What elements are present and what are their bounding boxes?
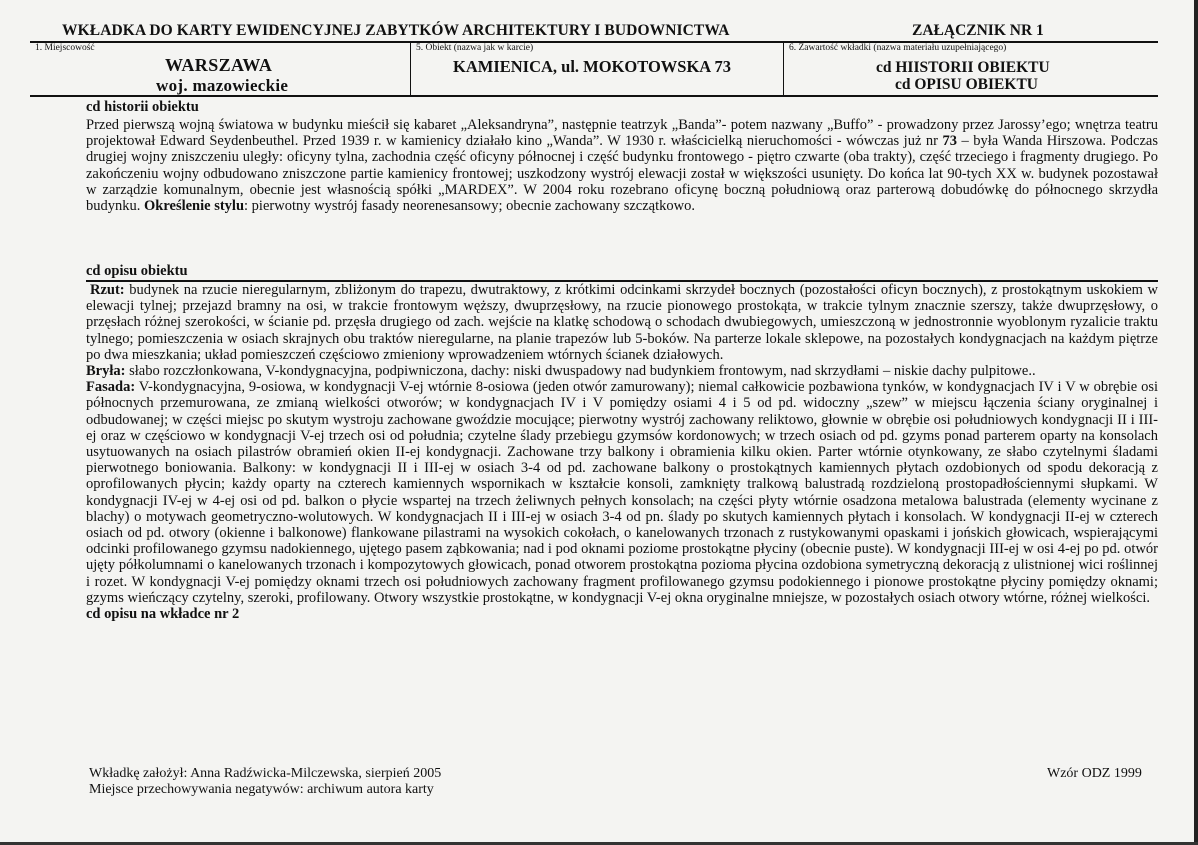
footer-pattern: Wzór ODZ 1999 bbox=[1047, 766, 1142, 781]
form-title: WKŁADKA DO KARTY EWIDENCYJNEJ ZABYTKÓW ARCHITEKTURY I BUDOWNICTWA bbox=[62, 22, 730, 39]
rzut-paragraph bbox=[86, 282, 1158, 363]
insert-content-description: cd OPISU OBIEKTU bbox=[895, 76, 1038, 93]
footer-negatives: Miejsce przechowywania negatywów: archiwum autora karty bbox=[89, 782, 434, 797]
history-heading: cd historii obiektu bbox=[86, 99, 199, 115]
style-label: Określenie stylu bbox=[144, 198, 245, 215]
fasada-text: V-kondygnacyjna, 9-osiowa, w kondygnacji V-ej wtórnie 8-osiowa (jeden otwór zamurowany); niemal całkowicie pozbawiona tynków, w kondygnacjach IV i V w obrębie osi północnych przemurowana, ze zmianą wielkości otworów; w kondygnacjach IV i V pomiędzy osiami 4 i 5 od pd. widoczny „szew” w miejscu łączenia ściany oryginalnej i odbudowanej; w części miejsc po skutym wystroju zachowane gwoździe mocujące; pierwotny wystrój zachowany reliktowo, głownie w obrębie osi południowych kondygnacji II i III-ej oraz w częściowo w kondygnacji V-ej trzech osi od południa; czytelne ślady przebiegu gzymsów kordonowych; w trzech osiach od pd. gzyms ponad parterem oparty na konsolach usytuowanych na osiach pilastrów obramień okien II-ej kondygnacji. Zachowane trzy balkony i obramienia kilku okien. Parter wtórnie otynkowany, ze słabo czytelnymi śladami pierwotnego boniowania. Balkony: w kondygnacji II i III-ej w osiach 3-4 od pd. zachowane balkony o prostokątnych kamiennych płytach ozdobionych od spodu dekoracją z oprofilowanych płycin; każdy oparty na czterech kamiennych wspornikach w kształcie konsoli, zamknięty tralkową balustradą rozdzieloną prostopadłościennymi słupkami. W kondygnacji IV-ej w 4-ej osi od pd. balkon o płycie wspartej na trzech żeliwnych pełnych konsolach; na części płyty wtórnie osadzona metalowa balustrada (elementy wycinane z blachy) o motywach geometryczno-wolutowych. W kondygnacjach II i III-ej w osiach 3-4 od pn. ślady po skutych kamiennych płytach i konsolach. W kondygnacji II-ej w czterech osiach od pd. otwory (okienne i balkonowe) flankowane pilastrami na wysokich cokołach, o kanelowanych trzonach z rustykowanymi opaskami i jońskich głowicach, wspierającymi odcinki profilowanego gzymsu nadokiennego, ujętego pasem ząbkowania; nad i pod oknami poziome prostokątne płyciny (obecnie puste). W kondygnacji III-ej w osi 4-ej po pd. otwór ujęty półkolumnami o kanelowanych trzonach i kompozytowych głowicach, ponad otworem prostokątna pozioma płycina ozdobiona symetryczną dekoracją z ulistnionej wici roślinnej i rozet. W kondygnacji V-ej pomiędzy oknami trzech osi południowych zachowany fragment profilowanego gzymsu podokiennego i pionowe prostokątne płyciny pomiędzy oknami; gzyms wieńczący czytelny, szeroki, profilowany. Otwory wszystkie prostokątne, w kondygnacji V-ej okna oryginalne mniejsze, w pozostałych osiach otwory wtórne, różnej wielkości. bbox=[86, 379, 1158, 606]
locality-cell bbox=[30, 43, 410, 95]
history-paragraph bbox=[86, 117, 1158, 214]
continued-note-paragraph bbox=[86, 606, 1158, 622]
insert-content-label: 6. Zawartość wkładki (nazwa materiału uzupełniającego) bbox=[789, 43, 1007, 53]
locality-voivodeship: woj. mazowieckie bbox=[156, 76, 289, 95]
history-text-b: – była Wanda Hirszowa. Podczas drugiej wojny zniszczeniu uległy: oficyny tylna, zachodnia część oficyny północnej i część budynku frontowego - piętro czwarte (oba trakty), część trzeciego i fragmenty drugiego. Po zakończeniu wojny odbudowano zniszczone partie kamienicy frontowej; uszkodzony wystrój elewacji został w większości usunięty. Do końca lat 90-tych XX w. budynek pozostawał w zarządzie komunalnym, obecnie jest własnością spółki „MARDEX”. W 2004 roku rozebrano oficynę boczną południową oraz parterową dobudówkę do północnego skrzydła budynku. bbox=[86, 133, 1158, 215]
object-name: KAMIENICA, ul. MOKOTOWSKA 73 bbox=[453, 57, 731, 76]
bryla-label: Bryła: bbox=[86, 363, 126, 380]
bryla-paragraph bbox=[86, 363, 1158, 379]
object-label: 5. Obiekt (nazwa jak w karcie) bbox=[416, 43, 534, 53]
bryla-text: słabo rozczłonkowana, V-kondygnacyjna, podpiwniczona, dachy: niski dwuspadowy nad budynkiem frontowym, nad skrzydłami – niskie dachy pulpitowe.. bbox=[125, 363, 1036, 380]
continued-note: cd opisu na wkładce nr 2 bbox=[86, 606, 240, 623]
rzut-label: Rzut: bbox=[90, 282, 125, 298]
insert-content-history: cd HIISTORII OBIEKTU bbox=[876, 59, 1050, 76]
footer-author: Wkładkę założył: Anna Radźwicka-Milczewska, sierpień 2005 bbox=[89, 766, 442, 781]
description-body bbox=[86, 282, 1158, 622]
annex-number: ZAŁĄCZNIK NR 1 bbox=[912, 22, 1044, 39]
object-cell bbox=[410, 43, 783, 95]
rzut-text: budynek na rzucie nieregularnym, zbliżonym do trapezu, dwutraktowy, z krótkimi odcinkami skrzydeł bocznych (pozostałości oficyn bocznych), z prostokątnym uskokiem w elewacji tylnej; przejazd bramny na osi, w trakcie frontowym węższy, dwuprzęsłowy, na rzucie pionowego prostokąta, w trakcie tylnym znacznie szerszy, także dwuprzęsłowy, o przęsłach różnej szerokości, w ścianie pd. przęsła drugiego od zach. wejście na klatkę schodową o schodach dwubiegowych, umieszczoną w jednostronnie wyoblonym ryzalicie traktu tylnego; pomieszczenia w osiach skrajnych obu traktów nieregularne, na planie trapezów lub 5-boków. Na parterze lokale sklepowe, na pozostałych kondygnacjach na każdym piętrze po dwa mieszkania; układ pomieszczeń częściowo zmieniony wprowadzeniem wtórnych ścianek działowych. bbox=[86, 282, 1158, 363]
fasada-label: Fasada: bbox=[86, 379, 136, 396]
description-heading: cd opisu obiektu bbox=[86, 263, 188, 279]
locality-label: 1. Miejscowość bbox=[35, 43, 95, 53]
fasada-paragraph bbox=[86, 379, 1158, 606]
history-text-a: Przed pierwszą wojną światowa w budynku mieścił się kabaret „Aleksandryna”, następnie teatrzyk „Banda”- potem nazwany „Buffo” - prowadzony przez Jarossy’ego; wnętrza teatru projektował Edward Seydenbeuthel. Przed 1939 r. w kamienicy działało kino „Wanda”. W 1930 r. właścicielką nieruchomości - wówczas już nr bbox=[86, 117, 1158, 150]
style-text: : pierwotny wystrój fasady neorenesansowy; obecnie zachowany szczątkowo. bbox=[244, 198, 695, 215]
scan-edge-right bbox=[1194, 0, 1198, 845]
history-street-number: 73 bbox=[942, 133, 957, 150]
insert-content-cell bbox=[783, 43, 1158, 95]
locality-city: WARSZAWA bbox=[165, 55, 273, 75]
header-rule-bottom bbox=[30, 95, 1158, 97]
